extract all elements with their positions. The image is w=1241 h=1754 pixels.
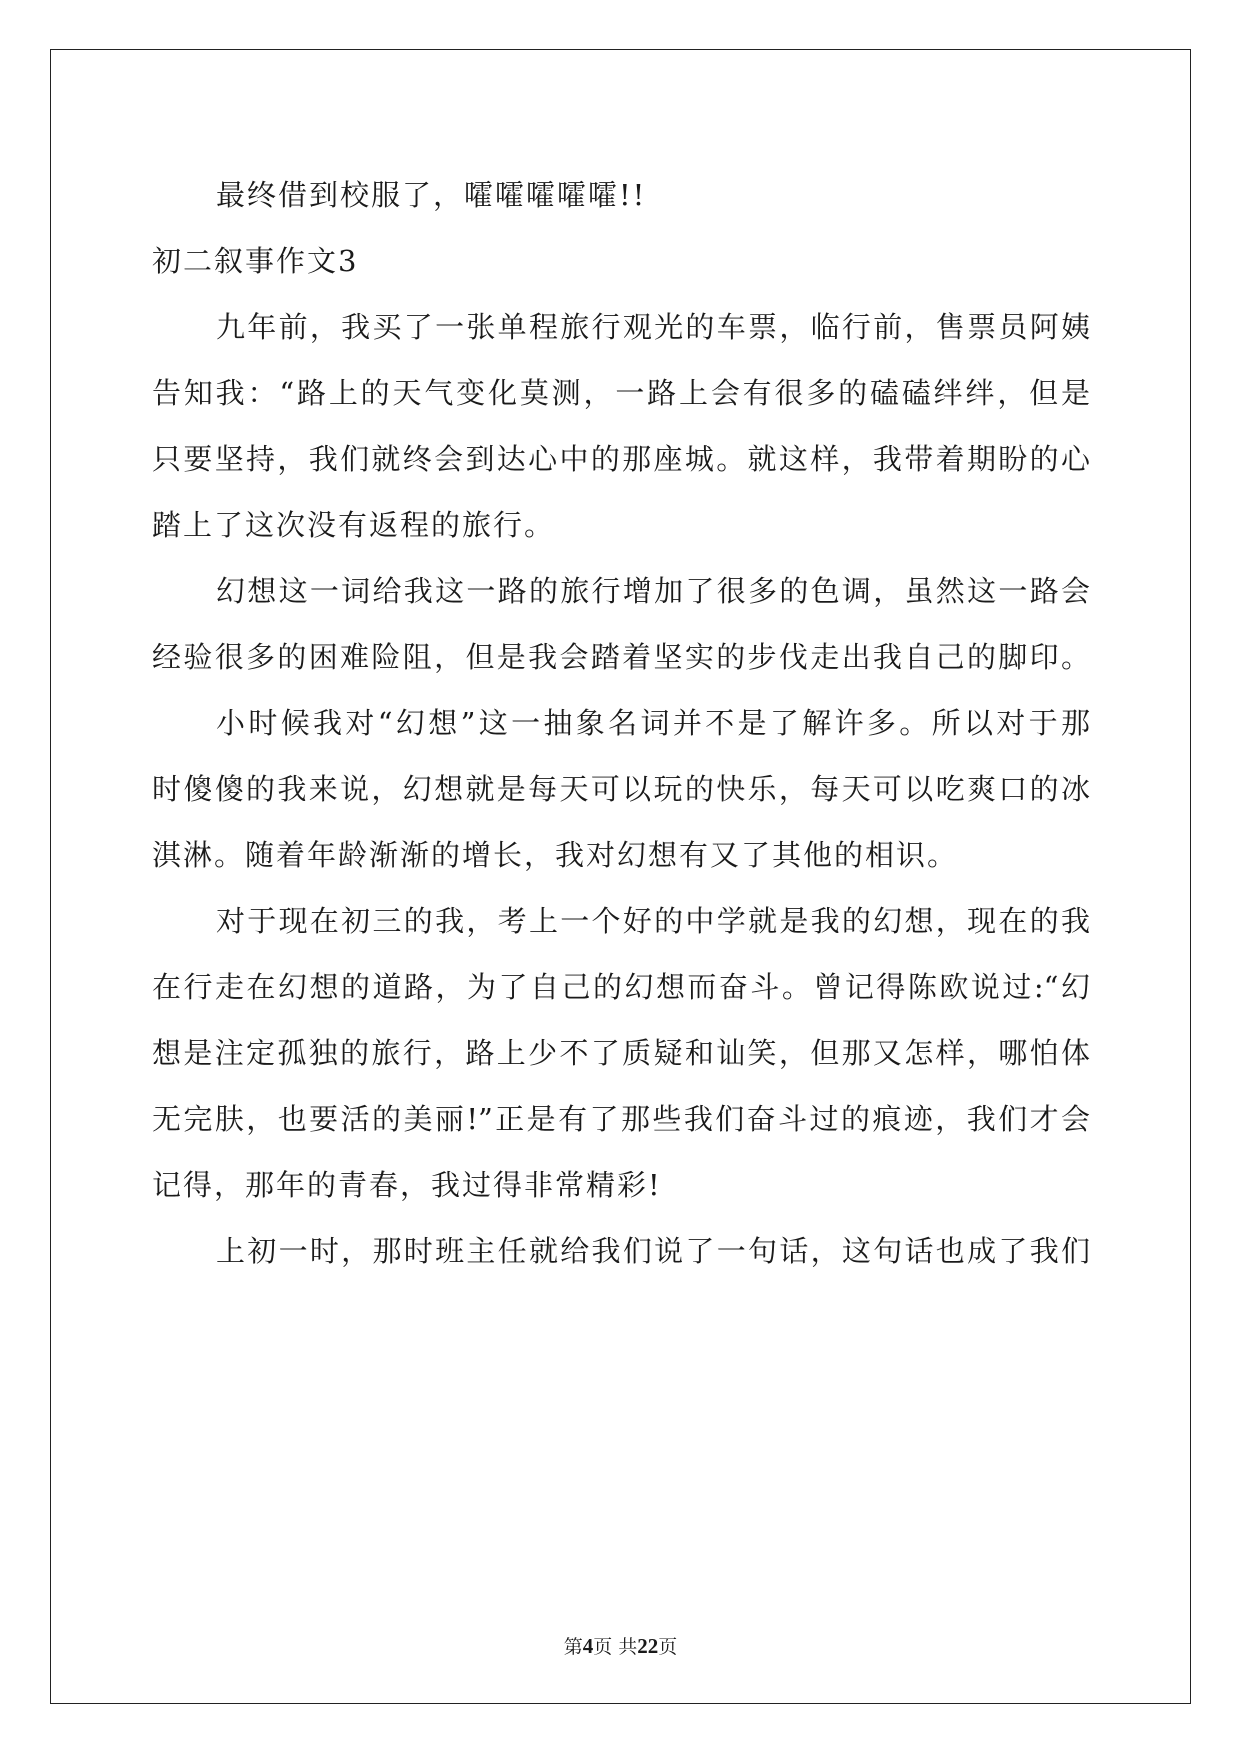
paragraph-line: 踏上了这次没有返程的旅行。 — [152, 508, 556, 542]
footer-page-number: 4 — [582, 1634, 594, 1658]
paragraph-line: 记得，那年的青春，我过得非常精彩! — [152, 1168, 662, 1202]
paragraph-line: 最终借到校服了，嚯嚯嚯嚯嚯!! — [216, 178, 647, 212]
paragraph-line: 告知我：“路上的天气变化莫测，一路上会有很多的磕磕绊绊，但是 — [152, 376, 1090, 410]
paragraph-line: 经验很多的困难险阻，但是我会踏着坚实的步伐走出我自己的脚印。 — [152, 640, 1090, 674]
page-footer — [0, 1632, 1241, 1659]
paragraph-line: 想是注定孤独的旅行，路上少不了质疑和讪笑，但那又怎样，哪怕体 — [152, 1036, 1090, 1070]
footer-total-pages: 22 — [637, 1634, 659, 1658]
paragraph-line: 小时候我对“幻想”这一抽象名词并不是了解许多。所以对于那 — [216, 706, 1090, 740]
paragraph-line: 只要坚持，我们就终会到达心中的那座城。就这样，我带着期盼的心 — [152, 442, 1090, 476]
section-heading: 初二叙事作文3 — [152, 244, 359, 278]
paragraph-line: 九年前，我买了一张单程旅行观光的车票，临行前，售票员阿姨 — [216, 310, 1090, 344]
footer-middle: 页 共 — [593, 1636, 638, 1658]
paragraph-line: 淇淋。随着年龄渐渐的增长，我对幻想有又了其他的相识。 — [152, 838, 959, 872]
paragraph-line: 无完肤，也要活的美丽!”正是有了那些我们奋斗过的痕迹，我们才会 — [152, 1102, 1090, 1136]
document-body — [152, 162, 1090, 1284]
footer-suffix: 页 — [658, 1636, 678, 1658]
paragraph-line: 幻想这一词给我这一路的旅行增加了很多的色调，虽然这一路会 — [216, 574, 1090, 608]
paragraph-line: 时傻傻的我来说，幻想就是每天可以玩的快乐，每天可以吃爽口的冰 — [152, 772, 1090, 806]
paragraph-line: 对于现在初三的我，考上一个好的中学就是我的幻想，现在的我 — [216, 904, 1090, 938]
paragraph-line: 上初一时，那时班主任就给我们说了一句话，这句话也成了我们 — [216, 1234, 1090, 1268]
paragraph-line: 在行走在幻想的道路，为了自己的幻想而奋斗。曾记得陈欧说过:“幻 — [152, 970, 1090, 1004]
footer-prefix: 第 — [563, 1636, 583, 1658]
